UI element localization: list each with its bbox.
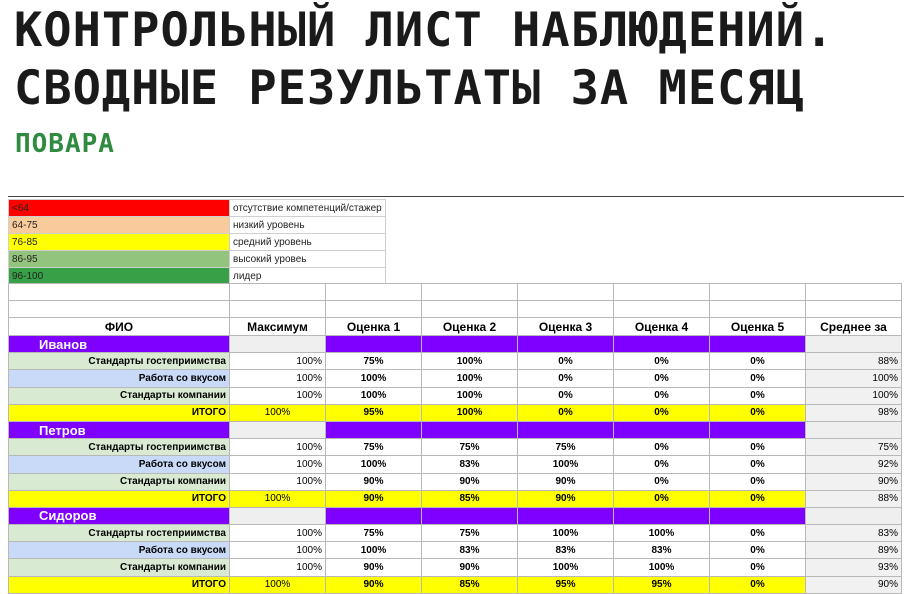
total-label[interactable]: ИТОГО [9, 490, 230, 507]
empty-cell[interactable] [230, 284, 326, 301]
score-cell[interactable]: 0% [710, 456, 806, 473]
empty-cell[interactable] [518, 284, 614, 301]
empty-cell[interactable] [230, 336, 326, 353]
empty-cell[interactable] [710, 507, 806, 524]
score-cell[interactable]: 90% [326, 490, 422, 507]
score-cell[interactable]: 0% [710, 542, 806, 559]
criterion-label[interactable]: Стандарты гостеприимства [9, 439, 230, 456]
score-cell[interactable]: 0% [614, 490, 710, 507]
score-cell[interactable]: 83% [422, 542, 518, 559]
score-cell[interactable]: 0% [710, 353, 806, 370]
score-cell[interactable]: 100% [614, 525, 710, 542]
column-header[interactable]: Оценка 3 [518, 318, 614, 336]
average-cell[interactable]: 98% [806, 404, 902, 421]
empty-cell[interactable] [518, 301, 614, 318]
empty-cell[interactable] [422, 336, 518, 353]
score-cell[interactable]: 100% [422, 404, 518, 421]
criterion-row [9, 542, 902, 559]
column-header[interactable]: Оценка 1 [326, 318, 422, 336]
max-score-cell[interactable]: 100% [230, 387, 326, 404]
score-cell[interactable]: 85% [422, 576, 518, 593]
criterion-label[interactable]: Стандарты компании [9, 559, 230, 576]
score-cell[interactable]: 95% [614, 576, 710, 593]
criterion-label[interactable]: Работа со вкусом [9, 456, 230, 473]
criterion-label[interactable]: Стандарты компании [9, 387, 230, 404]
score-cell[interactable]: 75% [326, 439, 422, 456]
score-cell[interactable]: 75% [518, 439, 614, 456]
empty-cell[interactable] [326, 421, 422, 438]
legend-level-label[interactable]: высокий уровеь [230, 251, 386, 268]
column-header[interactable]: Максимум [230, 318, 326, 336]
criterion-label[interactable]: Работа со вкусом [9, 542, 230, 559]
score-legend [8, 199, 386, 285]
empty-cell[interactable] [230, 507, 326, 524]
results-table [8, 283, 902, 594]
max-score-cell[interactable]: 100% [230, 525, 326, 542]
score-cell[interactable]: 100% [326, 387, 422, 404]
header-row [9, 318, 902, 336]
score-cell[interactable]: 0% [614, 439, 710, 456]
score-cell[interactable]: 0% [710, 525, 806, 542]
criterion-row [9, 387, 902, 404]
empty-cell[interactable] [422, 301, 518, 318]
empty-cell[interactable] [422, 421, 518, 438]
empty-row [9, 301, 902, 318]
empty-cell[interactable] [710, 301, 806, 318]
legend-row [9, 251, 386, 268]
empty-cell[interactable] [230, 301, 326, 318]
score-cell[interactable]: 83% [518, 542, 614, 559]
empty-cell[interactable] [518, 507, 614, 524]
empty-cell[interactable] [710, 421, 806, 438]
score-cell[interactable]: 0% [710, 559, 806, 576]
score-cell[interactable]: 0% [614, 404, 710, 421]
score-cell[interactable]: 0% [710, 490, 806, 507]
average-cell[interactable]: 88% [806, 353, 902, 370]
max-score-cell[interactable]: 100% [230, 370, 326, 387]
score-cell[interactable]: 0% [518, 404, 614, 421]
page-title-line2: СВОДНЫЕ РЕЗУЛЬТАТЫ ЗА МЕСЯЦ [14, 61, 806, 116]
column-header[interactable]: Оценка 5 [710, 318, 806, 336]
empty-cell[interactable] [710, 284, 806, 301]
empty-cell[interactable] [614, 507, 710, 524]
score-cell[interactable]: 0% [710, 439, 806, 456]
score-cell[interactable]: 100% [326, 370, 422, 387]
employee-name[interactable]: Иванов [9, 336, 230, 353]
score-cell[interactable]: 100% [518, 559, 614, 576]
average-cell[interactable]: 75% [806, 439, 902, 456]
score-cell[interactable]: 100% [518, 456, 614, 473]
score-cell[interactable]: 75% [326, 525, 422, 542]
score-cell[interactable]: 0% [710, 473, 806, 490]
score-cell[interactable]: 100% [422, 370, 518, 387]
score-cell[interactable]: 83% [422, 456, 518, 473]
empty-cell[interactable] [614, 336, 710, 353]
score-cell[interactable]: 0% [710, 404, 806, 421]
criterion-row [9, 525, 902, 542]
average-cell[interactable]: 88% [806, 490, 902, 507]
empty-cell[interactable] [422, 284, 518, 301]
criterion-row [9, 370, 902, 387]
empty-cell[interactable] [422, 507, 518, 524]
empty-cell[interactable] [614, 301, 710, 318]
empty-cell[interactable] [806, 301, 902, 318]
score-cell[interactable]: 0% [614, 387, 710, 404]
score-cell[interactable]: 90% [422, 473, 518, 490]
total-label[interactable]: ИТОГО [9, 404, 230, 421]
empty-cell[interactable] [518, 336, 614, 353]
score-cell[interactable]: 90% [326, 473, 422, 490]
criterion-row [9, 353, 902, 370]
score-cell[interactable]: 90% [518, 490, 614, 507]
empty-cell[interactable] [806, 336, 902, 353]
max-score-cell[interactable]: 100% [230, 439, 326, 456]
score-cell[interactable]: 0% [614, 456, 710, 473]
legend-level-label[interactable]: отсутствие компетенций/стажер [230, 200, 386, 217]
score-cell[interactable]: 0% [710, 370, 806, 387]
page-subtitle: ПОВАРА [15, 129, 115, 159]
score-cell[interactable]: 100% [518, 525, 614, 542]
column-header[interactable]: Оценка 2 [422, 318, 518, 336]
average-cell[interactable]: 90% [806, 473, 902, 490]
legend-level-label[interactable]: низкий уровень [230, 217, 386, 234]
empty-cell[interactable] [614, 421, 710, 438]
empty-cell[interactable] [9, 301, 230, 318]
criterion-row [9, 456, 902, 473]
score-cell[interactable]: 0% [518, 387, 614, 404]
legend-range-cell[interactable]: <64 [9, 200, 230, 217]
score-cell[interactable]: 0% [518, 370, 614, 387]
criterion-label[interactable]: Стандарты компании [9, 473, 230, 490]
score-cell[interactable]: 0% [614, 473, 710, 490]
score-cell[interactable]: 100% [614, 559, 710, 576]
average-cell[interactable]: 90% [806, 576, 902, 593]
employee-name[interactable]: Сидоров [9, 507, 230, 524]
legend-row [9, 217, 386, 234]
criterion-label[interactable]: Работа со вкусом [9, 370, 230, 387]
empty-cell[interactable] [806, 507, 902, 524]
empty-row [9, 284, 902, 301]
score-cell[interactable]: 75% [422, 525, 518, 542]
max-score-cell[interactable]: 100% [230, 559, 326, 576]
max-score-cell[interactable]: 100% [230, 473, 326, 490]
total-row [9, 576, 902, 593]
sheet-top-border [8, 196, 904, 197]
score-cell[interactable]: 75% [422, 439, 518, 456]
max-score-cell[interactable]: 100% [230, 576, 326, 593]
empty-cell[interactable] [806, 284, 902, 301]
empty-cell[interactable] [326, 336, 422, 353]
legend-row [9, 200, 386, 217]
employee-name-row [9, 336, 902, 353]
criterion-row [9, 473, 902, 490]
empty-cell[interactable] [326, 284, 422, 301]
score-cell[interactable]: 0% [710, 576, 806, 593]
max-score-cell[interactable]: 100% [230, 490, 326, 507]
total-label[interactable]: ИТОГО [9, 576, 230, 593]
empty-cell[interactable] [806, 421, 902, 438]
average-cell[interactable]: 93% [806, 559, 902, 576]
empty-cell[interactable] [614, 284, 710, 301]
criterion-row [9, 559, 902, 576]
max-score-cell[interactable]: 100% [230, 353, 326, 370]
score-cell[interactable]: 0% [614, 370, 710, 387]
score-cell[interactable]: 100% [326, 456, 422, 473]
criterion-label[interactable]: Стандарты гостеприимства [9, 353, 230, 370]
score-cell[interactable]: 90% [518, 473, 614, 490]
score-cell[interactable]: 95% [326, 404, 422, 421]
employee-name-row [9, 507, 902, 524]
score-cell[interactable]: 85% [422, 490, 518, 507]
score-cell[interactable]: 100% [422, 387, 518, 404]
legend-level-label[interactable]: лидер [230, 268, 386, 285]
legend-range-cell[interactable]: 86-95 [9, 251, 230, 268]
criterion-label[interactable]: Стандарты гостеприимства [9, 525, 230, 542]
max-score-cell[interactable]: 100% [230, 404, 326, 421]
column-header[interactable]: Среднее за [806, 318, 902, 336]
score-cell[interactable]: 100% [326, 542, 422, 559]
average-cell[interactable]: 100% [806, 387, 902, 404]
criterion-row [9, 439, 902, 456]
employee-name-row [9, 421, 902, 438]
page-title-line1: КОНТРОЛЬНЫЙ ЛИСТ НАБЛЮДЕНИЙ. [14, 3, 835, 58]
empty-cell[interactable] [326, 507, 422, 524]
max-score-cell[interactable]: 100% [230, 542, 326, 559]
total-row [9, 490, 902, 507]
score-cell[interactable]: 75% [326, 353, 422, 370]
score-cell[interactable]: 0% [518, 353, 614, 370]
score-cell[interactable]: 0% [710, 387, 806, 404]
column-header[interactable]: Оценка 4 [614, 318, 710, 336]
legend-level-label[interactable]: средний уровень [230, 234, 386, 251]
page-title [14, 2, 834, 118]
total-row [9, 404, 902, 421]
empty-cell[interactable] [710, 336, 806, 353]
max-score-cell[interactable]: 100% [230, 456, 326, 473]
legend-row [9, 268, 386, 285]
average-cell[interactable]: 89% [806, 542, 902, 559]
empty-cell[interactable] [326, 301, 422, 318]
score-cell[interactable]: 100% [422, 353, 518, 370]
score-cell[interactable]: 90% [326, 576, 422, 593]
score-cell[interactable]: 90% [326, 559, 422, 576]
legend-range-cell[interactable]: 96-100 [9, 268, 230, 285]
empty-cell[interactable] [518, 421, 614, 438]
score-cell[interactable]: 0% [614, 353, 710, 370]
empty-cell[interactable] [9, 284, 230, 301]
employee-name[interactable]: Петров [9, 421, 230, 438]
empty-cell[interactable] [230, 421, 326, 438]
score-cell[interactable]: 90% [422, 559, 518, 576]
average-cell[interactable]: 83% [806, 525, 902, 542]
average-cell[interactable]: 100% [806, 370, 902, 387]
column-header[interactable]: ФИО [9, 318, 230, 336]
legend-range-cell[interactable]: 76-85 [9, 234, 230, 251]
average-cell[interactable]: 92% [806, 456, 902, 473]
legend-range-cell[interactable]: 64-75 [9, 217, 230, 234]
score-cell[interactable]: 83% [614, 542, 710, 559]
score-cell[interactable]: 95% [518, 576, 614, 593]
legend-row [9, 234, 386, 251]
